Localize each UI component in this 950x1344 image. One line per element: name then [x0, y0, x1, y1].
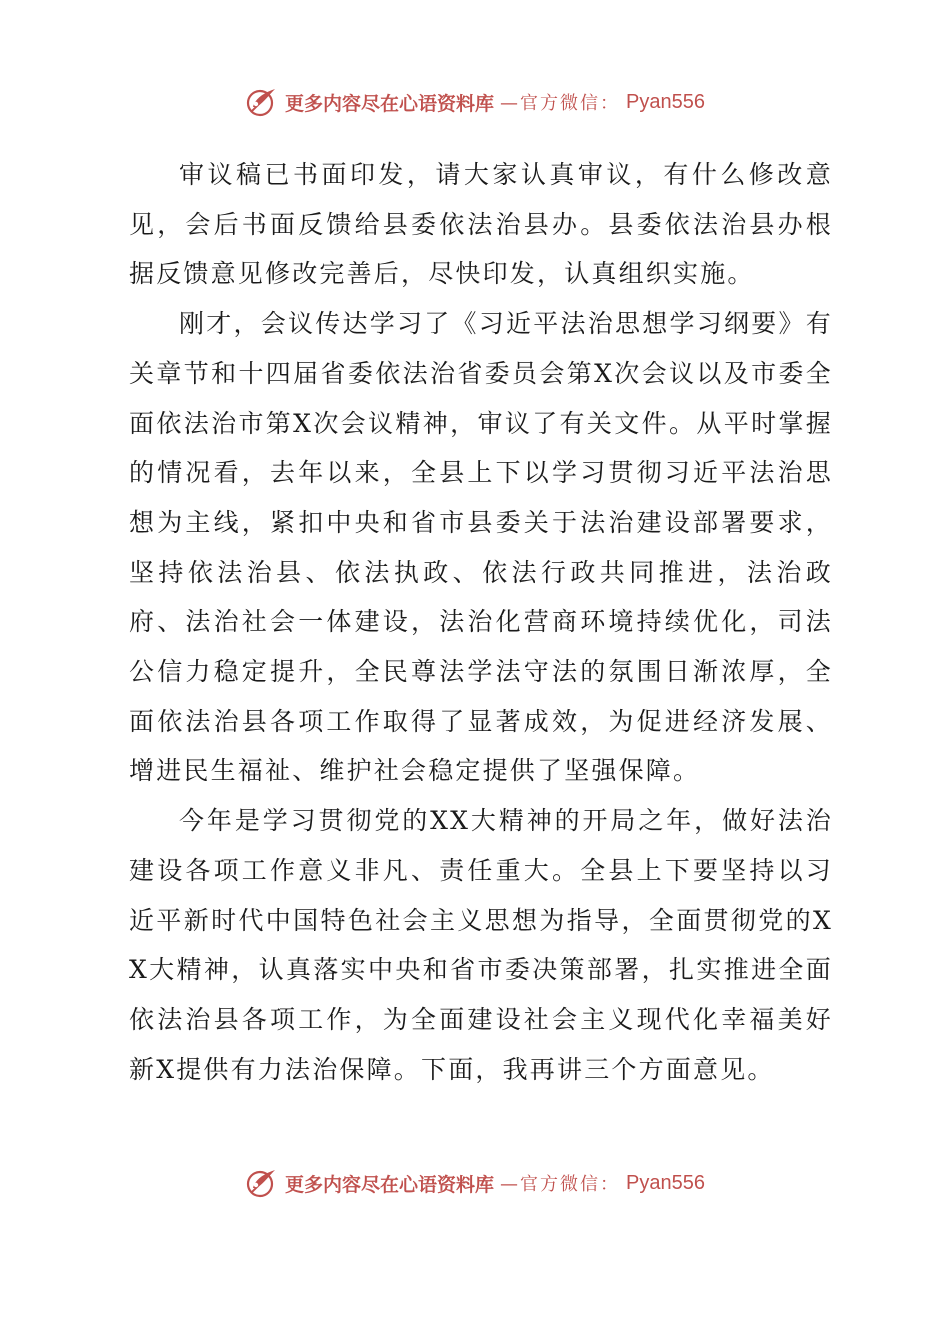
banner-wechat-id: Pyan556	[626, 1171, 705, 1194]
banner-wechat-label: —官方微信：	[500, 1174, 621, 1195]
banner-title: 更多内容尽在心语资料库	[285, 1173, 495, 1196]
footer-banner	[0, 1163, 950, 1203]
paragraph: 刚才，会议传达学习了《习近平法治思想学习纲要》有关章节和十四届省委依法治省委员会第X次会议以及市委全面依法治市第X次会议精神，审议了有关文件。从平时掌握的情况看，去年以来，全县上下以学习贯彻习近平法治思想为主线，紧扣中央和省市县委关于法治建设部署要求，坚持依法治县、依法执政、依法行政共同推进，法治政府、法治社会一体建设，法治化营商环境持续优化，司法公信力稳定提升，全民尊法学法守法的氛围日渐浓厚，全面依法治县各项工作取得了显著成效，为促进经济发展、增进民生福祉、维护社会稳定提供了坚强保障。	[129, 309, 833, 786]
banner-wechat-label: —官方微信：	[500, 93, 621, 114]
paragraph: 审议稿已书面印发，请大家认真审议，有什么修改意见，会后书面反馈给县委依法治县办。县委依法治县办根据反馈意见修改完善后，尽快印发，认真组织实施。	[129, 160, 833, 289]
quill-pen-icon	[245, 1166, 279, 1200]
banner-wechat-id: Pyan556	[626, 90, 705, 113]
paragraph: 今年是学习贯彻党的XX大精神的开局之年，做好法治建设各项工作意义非凡、责任重大。全县上下要坚持以习近平新时代中国特色社会主义思想为指导，全面贯彻党的XX大精神，认真落实中央和省市委决策部署，扎实推进全面依法治县各项工作，为全面建设社会主义现代化幸福美好新X提供有力法治保障。下面，我再讲三个方面意见。	[129, 806, 833, 1084]
header-banner	[0, 82, 950, 122]
document-body	[129, 150, 833, 1094]
banner-title: 更多内容尽在心语资料库	[285, 92, 495, 115]
quill-pen-icon	[245, 85, 279, 119]
